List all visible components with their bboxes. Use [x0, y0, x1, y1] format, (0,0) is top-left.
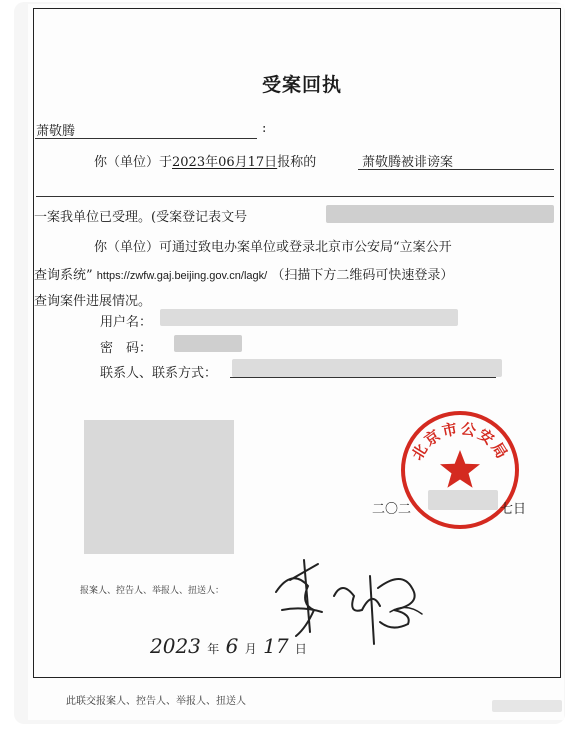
qr-code-redacted	[84, 420, 234, 554]
recipient-colon: :	[262, 121, 267, 136]
case-underline	[358, 169, 554, 170]
redacted-username	[160, 309, 458, 326]
stamp-star-icon	[440, 450, 480, 488]
redacted-password	[174, 335, 242, 352]
issue-date-suffix: 七日	[500, 502, 527, 517]
username-label: 用户名：	[100, 315, 153, 330]
sign-month-unit: 月	[244, 642, 257, 656]
sign-year: 2023	[150, 634, 201, 658]
sign-year-unit: 年	[207, 642, 220, 656]
paragraph-line-2	[34, 264, 453, 283]
report-prefix: 你（单位）于	[94, 155, 173, 170]
recipient-underline	[35, 138, 257, 139]
contact-underline	[230, 377, 496, 378]
redacted-contact	[232, 359, 502, 377]
query-url: https://zwfw.gaj.beijing.gov.cn/lagk/	[96, 270, 268, 282]
case-name: 萧敬腾被诽谤案	[362, 155, 454, 170]
redacted-case-number	[326, 205, 554, 223]
paragraph-line-2-prefix: 查询系统”	[34, 268, 93, 283]
recipient-name: 萧敬腾	[36, 124, 76, 139]
issue-date-prefix: 二〇二	[372, 502, 412, 517]
document-title: 受案回执	[262, 74, 343, 96]
report-mid: 报称的	[277, 155, 317, 170]
redacted-watermark	[492, 700, 562, 712]
contact-label: 联系人、联系方式：	[100, 366, 218, 381]
paragraph-line-1: 你（单位）可通过致电办案单位或登录北京市公安局“立案公开	[94, 240, 452, 255]
paragraph-line-2-suffix: （扫描下方二维码可快速登录）	[271, 268, 454, 283]
redacted-issue-date	[428, 490, 498, 510]
stamp-text: 北京市公安局	[407, 419, 513, 464]
footer-note: 此联交报案人、控告人、举报人、扭送人	[66, 696, 246, 707]
report-date: 2023年06月17日	[172, 155, 278, 170]
sign-day-unit: 日	[294, 642, 307, 656]
sign-day: 17	[263, 634, 289, 658]
sign-date	[150, 634, 307, 658]
report-line	[94, 151, 316, 170]
case-second-underline	[36, 196, 554, 197]
sign-month: 6	[225, 634, 239, 658]
accepted-text: 一案我单位已受理。(受案登记表文号	[34, 210, 248, 225]
signers-label: 报案人、控告人、举报人、扭送人：	[80, 586, 225, 596]
paragraph-line-3: 查询案件进展情况。	[34, 294, 152, 309]
password-label: 密 码：	[100, 341, 153, 356]
